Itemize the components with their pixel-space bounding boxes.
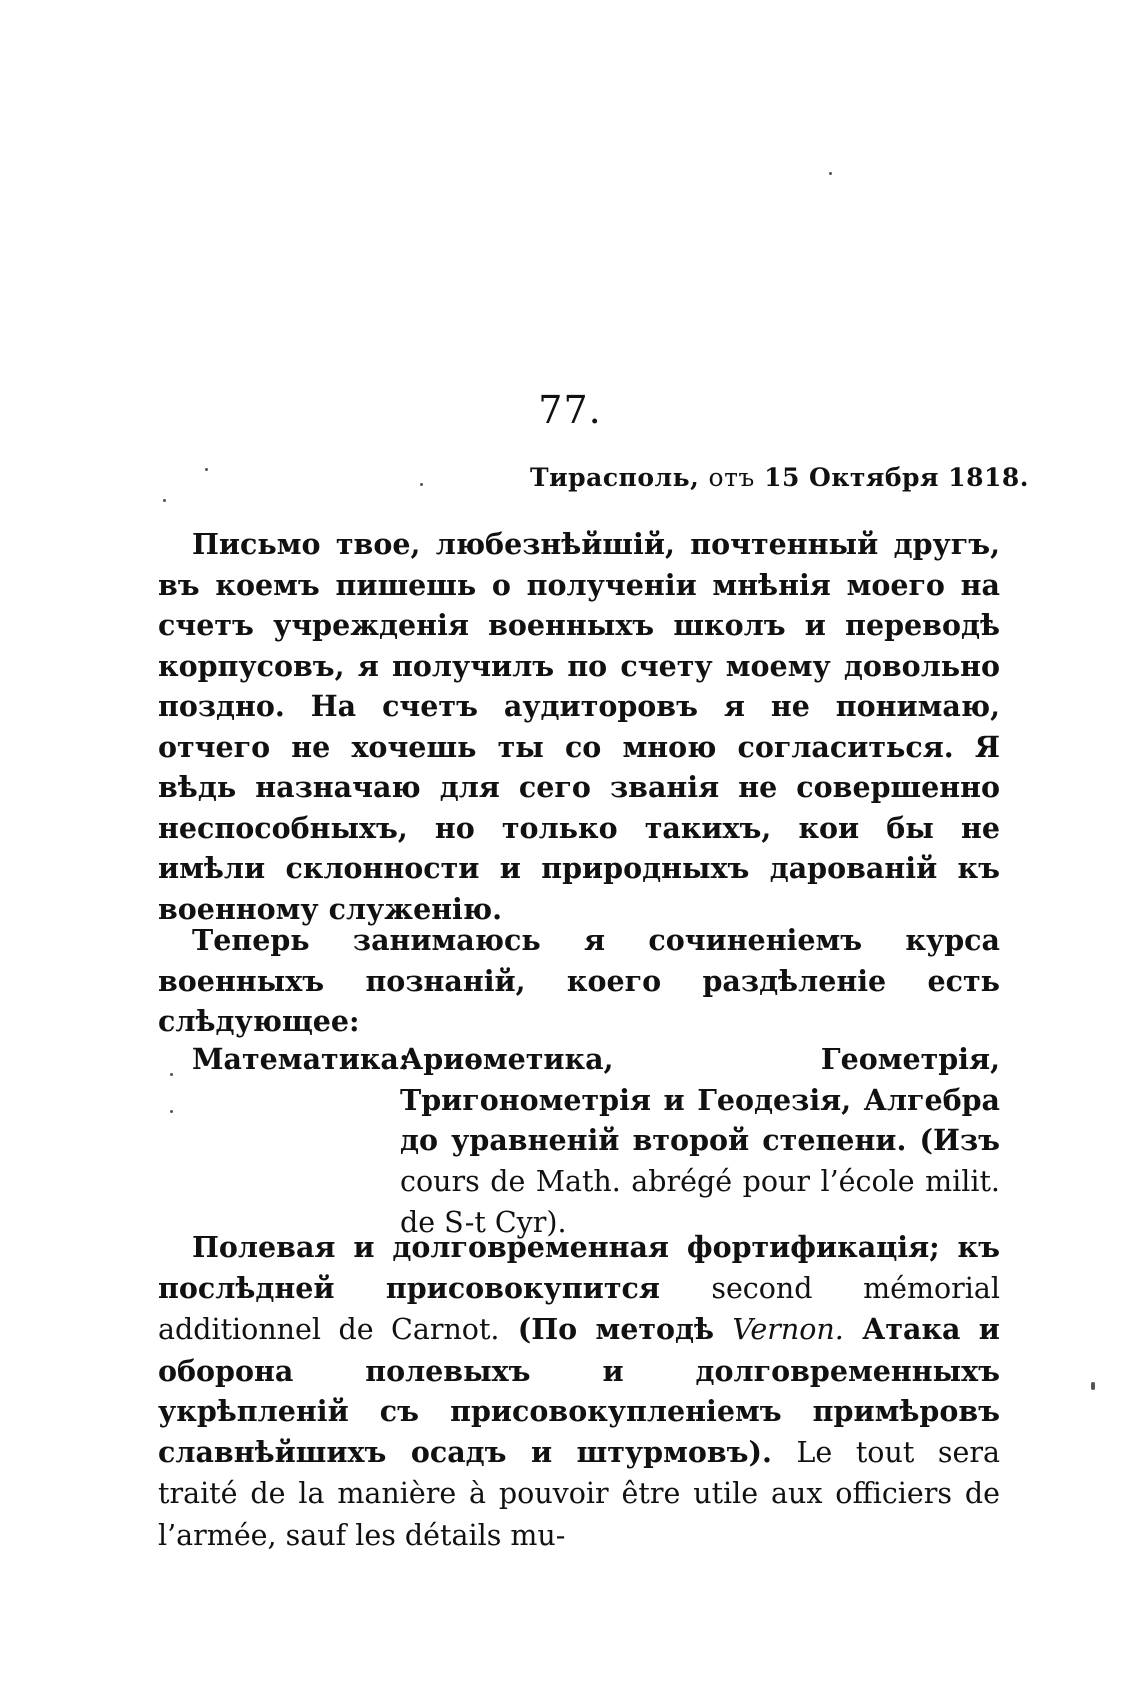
scan-speck [163,499,166,502]
scan-speck [420,483,423,486]
letter-number: 77. [538,388,602,432]
scan-speck [829,172,832,175]
paragraph-4-part1: Полевая и долговременная фортификація; къ послѣдней присовокупится [158,1230,1000,1305]
paragraph-2-text: Теперь занимаюсь я сочиненіемъ курса военныхъ познаній, коего раздѣленіе есть слѣдующее: [158,923,1000,1038]
math-body-fr: cours de Math. abrégé pour l’école milit. de S-t Cyr). [400,1164,1000,1239]
scan-speck [170,1073,173,1076]
math-label: Математика: [192,1042,410,1076]
dateline-date: 15 Октября 1818. [764,463,1029,492]
paragraph-4-french-1: second mémorial additionnel de Carnot. [158,1271,1000,1346]
scan-speck [170,1110,173,1113]
paragraph-fortification [158,1227,1000,1556]
dateline [530,463,1029,492]
math-body-ru: Ариѳметика, Геометрія, Тригонометрія и Геодезія, Алгебра до уравненій второй степени. (Изъ [400,1042,1000,1157]
paragraph-4-part2: (По методѣ [517,1312,715,1346]
paragraph-4-part3: Атака и оборона полевыхъ и долговременныхъ укрѣпленій съ присовокупленіемъ примѣровъ славнѣйшихъ осадъ и штурмовъ). [158,1312,1000,1469]
scan-speck [205,468,208,471]
paragraph-letter-reply [158,524,1000,929]
paragraph-1-text: Письмо твое, любезнѣйшій, почтенный другъ, въ коемъ пишешь о полученіи мнѣнія моего на счетъ учрежденія военныхъ школъ и переводѣ корпусовъ, я получилъ по счету моему довольно поздно. На счетъ аудиторовъ я не понимаю, отчего не хочешь ты со мною согласиться. Я вѣдь назначаю для сего званія не совершенно неспособныхъ, но только такихъ, кои бы не имѣли склонности и природныхъ дарованій къ военному служенію. [158,527,1000,926]
math-body [400,1039,1000,1244]
paragraph-4-author: Vernon. [732,1313,844,1346]
scan-speck [1091,1382,1095,1390]
paragraph-4-french-2: Le tout sera traité de la manière à pouvoir être utile aux officiers de l’armée, sauf les détails mu- [158,1435,1000,1552]
dateline-place: Тирасполь, [530,463,700,492]
paragraph-course [158,920,1000,1042]
dateline-from: отъ [708,463,755,492]
